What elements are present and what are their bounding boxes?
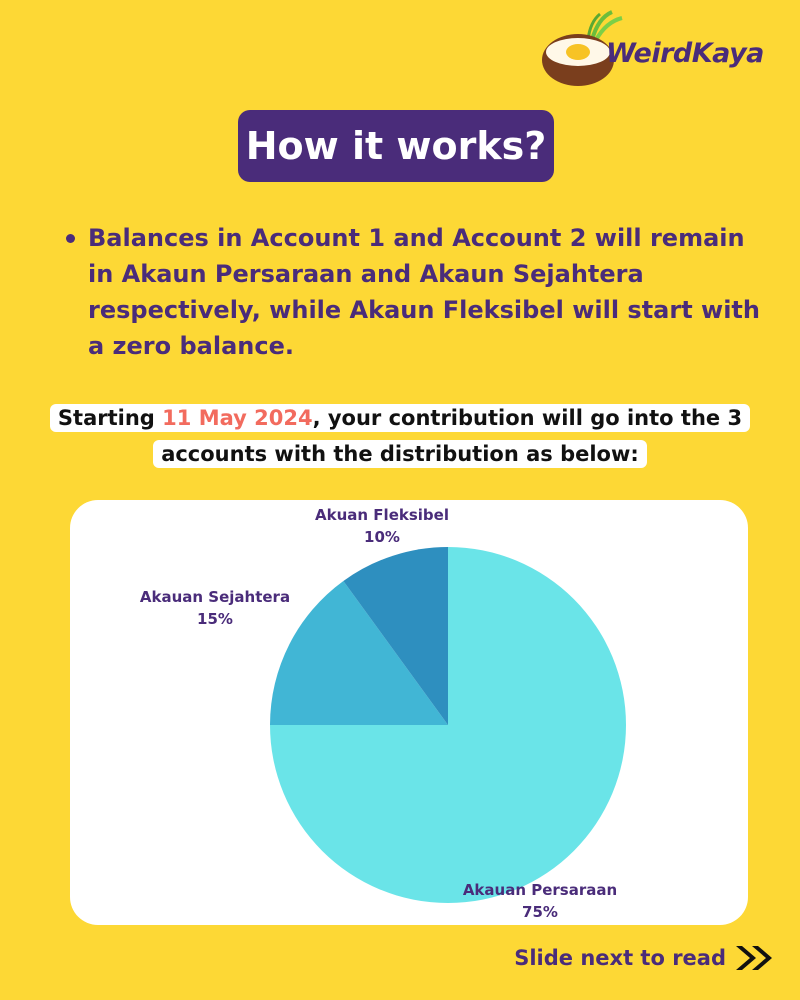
- double-chevron-right-icon: [732, 943, 776, 973]
- bullet-text: Balances in Account 1 and Account 2 will remain in Akaun Persaraan and Akaun Sejahtera respectively, while Akaun Fleksibel will start with a zero balance.: [88, 224, 760, 360]
- footer-cta[interactable]: [514, 938, 776, 978]
- slice-label: Akauan Sejahtera: [139, 588, 291, 606]
- pie-chart: [70, 500, 748, 925]
- slice-label: Akauan Persaraan: [462, 881, 618, 899]
- intro-date: 11 May 2024: [162, 406, 313, 430]
- footer-text: Slide next to read: [514, 946, 726, 970]
- slice-value-label: 10%: [364, 528, 400, 546]
- chart-card: [70, 500, 748, 925]
- intro-before: Starting: [57, 406, 163, 430]
- intro-highlight: [50, 404, 750, 468]
- title-badge: [238, 110, 554, 182]
- brand-name: WeirdKaya: [606, 38, 764, 69]
- slice-value-label: 75%: [522, 903, 558, 921]
- intro-text: [0, 400, 800, 472]
- intro-after: , your contribution will go into the 3 accounts with the distribution as below:: [161, 406, 743, 466]
- bullet-list: [60, 220, 760, 364]
- page-title: How it works?: [245, 124, 547, 168]
- slice-value-label: 15%: [197, 610, 233, 628]
- slice-label: Akuan Fleksibel: [315, 506, 449, 524]
- bullet-dot-icon: [66, 234, 75, 243]
